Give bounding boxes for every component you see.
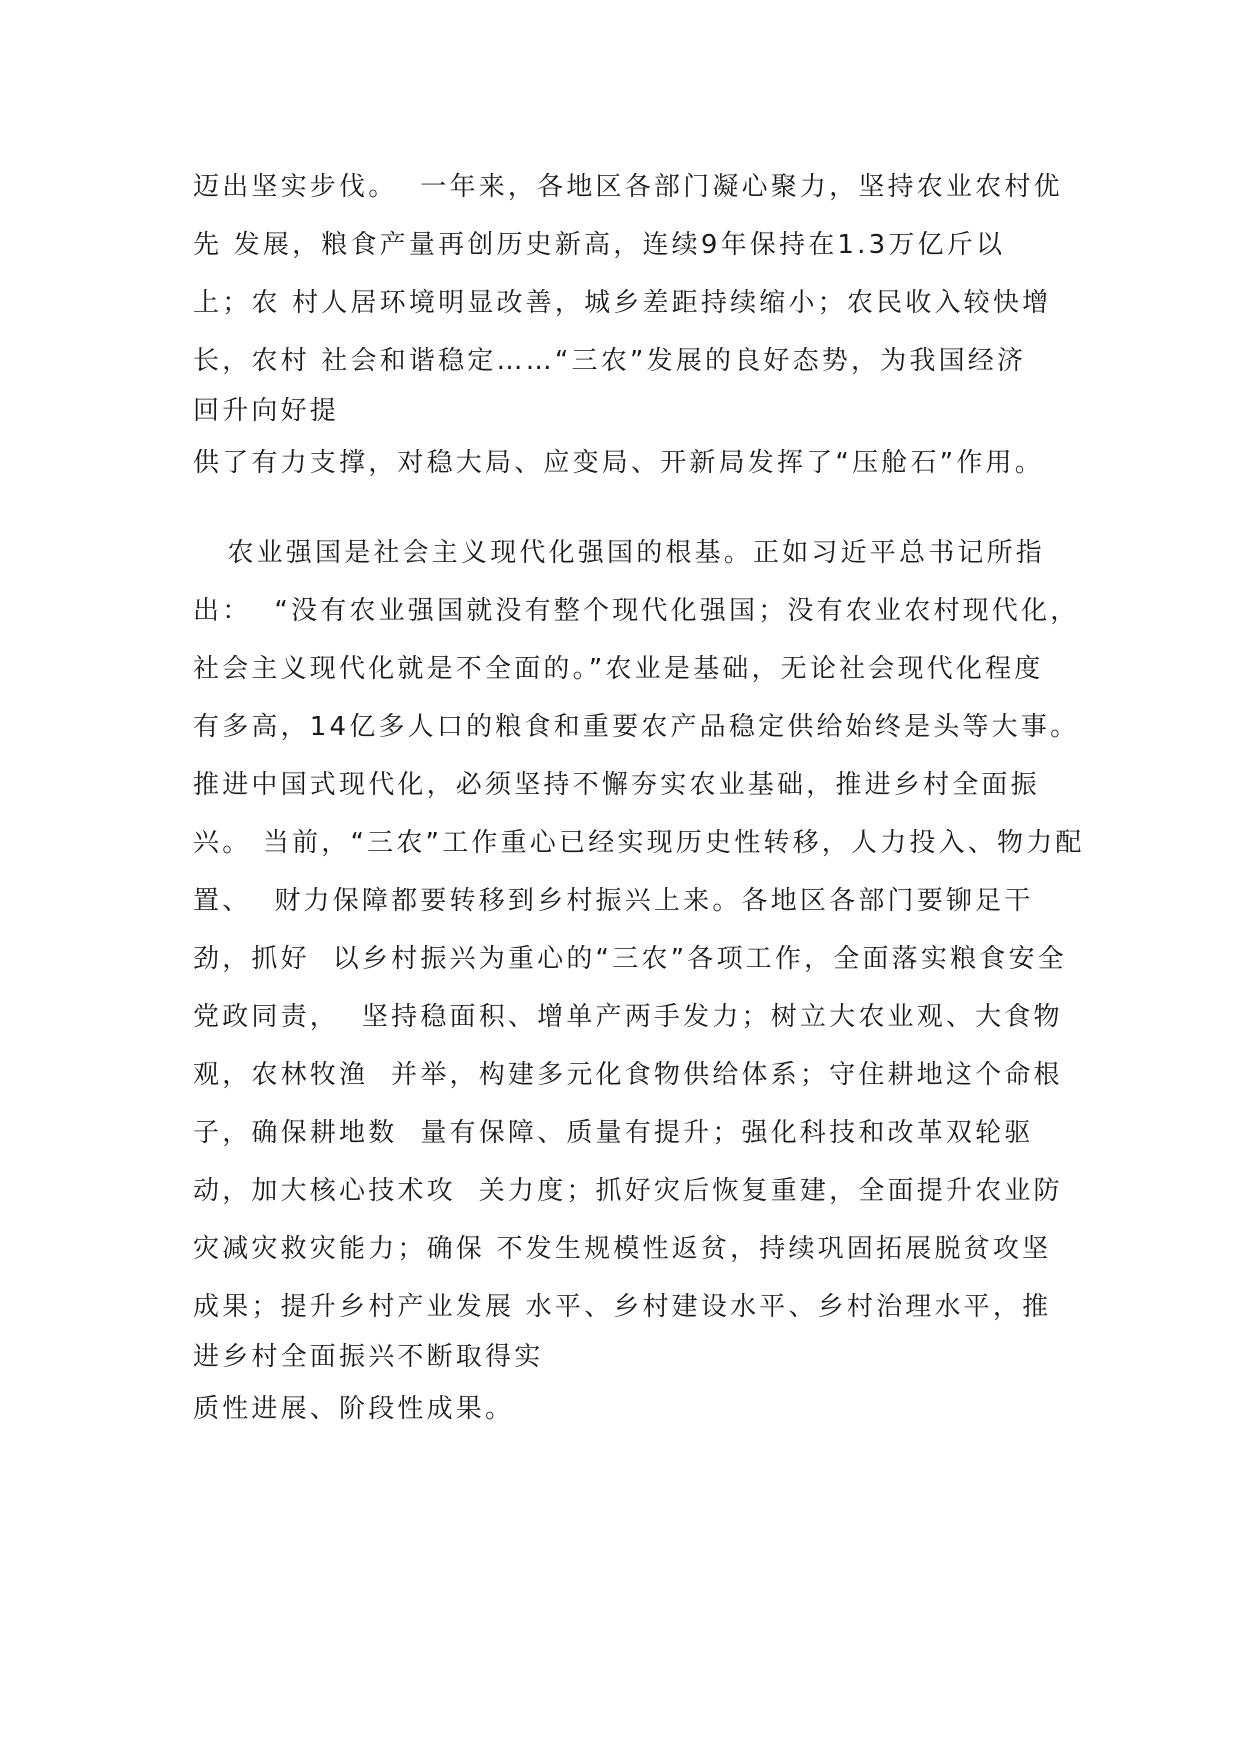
- text-line: 有多高，14亿多人口的粮食和重要农产品稳定供给始终是头等大事。: [193, 712, 1080, 742]
- text-line: 推进中国式现代化，必须坚持不懈夯实农业基础，推进乡村全面振: [193, 770, 1040, 800]
- text-line: 上；农 村人居环境明显改善，城乡差距持续缩小；农民收入较快增: [193, 288, 1052, 318]
- text-line: 迈出坚实步伐。 一年来，各地区各部门凝心聚力，坚持农业农村优: [193, 172, 1063, 202]
- text-line: 供了有力支撑，对稳大局、应变局、开新局发挥了“压舱石”作用。: [193, 448, 1044, 478]
- text-line: 先 发展，粮食产量再创历史新高，连续9年保持在1.3万亿斤以: [193, 230, 1006, 260]
- text-line: 出： “没有农业强国就没有整个现代化强国；没有农业农村现代化，: [193, 596, 1080, 626]
- text-line: 动，加大核心技术攻 关力度；抓好灾后恢复重建，全面提升农业防: [193, 1176, 1063, 1206]
- text-line: 置、 财力保障都要转移到乡村振兴上来。各地区各部门要铆足干: [193, 886, 1034, 916]
- text-line: 质性进展、阶段性成果。: [193, 1394, 515, 1424]
- text-line: 灾减灾救灾能力；确保 不发生规模性返贫，持续巩固拓展脱贫攻坚: [193, 1234, 1052, 1264]
- text-line: 农业强国是社会主义现代化强国的根基。正如习近平总书记所指: [193, 538, 1045, 568]
- text-line: 观，农林牧渔 并举，构建多元化食物供给体系；守住耕地这个命根: [193, 1060, 1063, 1090]
- text-line: 长，农村 社会和谐稳定……“三农”发展的良好态势，为我国经济: [193, 346, 1027, 376]
- text-line: 成果；提升乡村产业发展 水平、乡村建设水平、乡村治理水平，推: [193, 1292, 1052, 1322]
- text-line: 回升向好提: [193, 396, 340, 426]
- text-line: 社会主义现代化就是不全面的。”农业是基础，无论社会现代化程度: [193, 654, 1044, 684]
- text-line: 兴。 当前，“三农”工作重心已经实现历史性转移，人力投入、物力配: [193, 828, 1085, 858]
- text-line: 进乡村全面振兴不断取得实: [193, 1342, 544, 1372]
- text-line: 子，确保耕地数 量有保障、质量有提升；强化科技和改革双轮驱: [193, 1118, 1034, 1148]
- text-line: 劲，抓好 以乡村振兴为重心的“三农”各项工作，全面落实粮食安全: [193, 944, 1067, 974]
- text-line: 党政同责， 坚持稳面积、增单产两手发力；树立大农业观、大食物: [193, 1002, 1063, 1032]
